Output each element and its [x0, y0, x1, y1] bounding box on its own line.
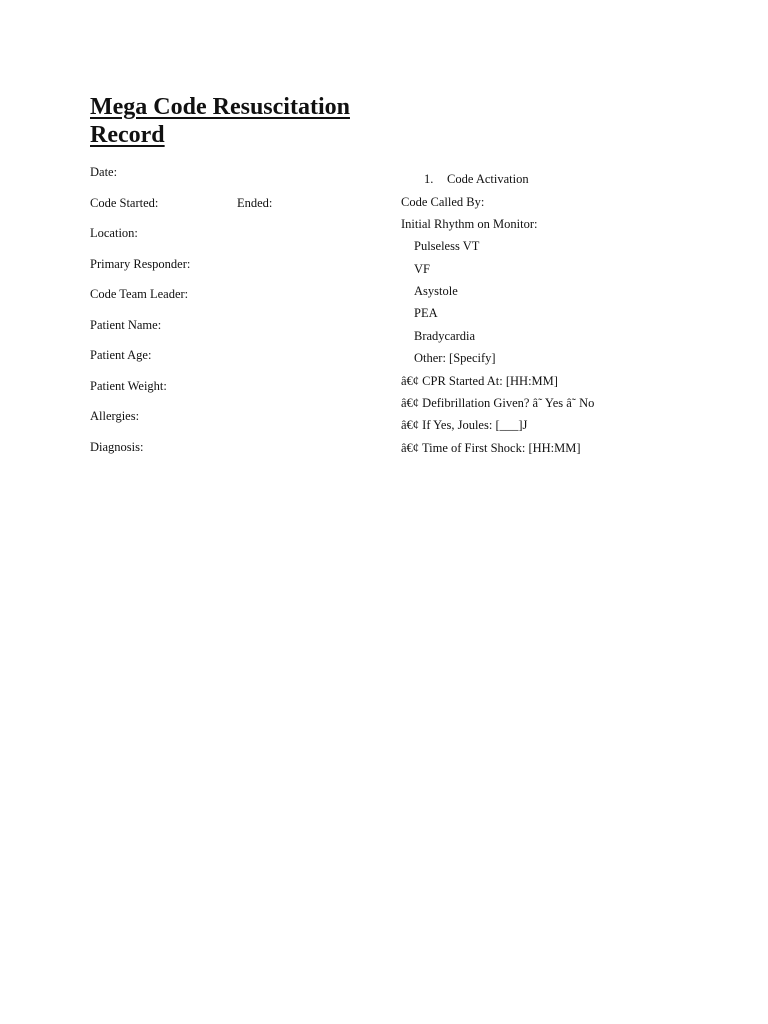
- allergies-field: [90, 407, 380, 438]
- section-title: Code Activation: [447, 172, 529, 186]
- page-title: Mega Code Resuscitation Record: [90, 94, 350, 148]
- code-time-field: [90, 194, 380, 225]
- allergies-label: Allergies:: [90, 409, 140, 423]
- code-started-label: Code Started:: [90, 195, 159, 210]
- patient-weight-field: [90, 377, 380, 408]
- diagnosis-label: Diagnosis:: [90, 439, 144, 454]
- rhythm-option: Pulseless VT: [414, 239, 480, 254]
- patient-age-label: Patient Age:: [90, 348, 152, 362]
- primary-responder-field: [90, 255, 380, 286]
- code-called-by-label: Code Called By:: [401, 194, 485, 209]
- location-field: [90, 224, 380, 255]
- rhythm-option: Other: [Specify]: [414, 351, 496, 366]
- code-team-leader-field: [90, 285, 380, 316]
- patient-name-field: [90, 316, 380, 347]
- diagnosis-field: [90, 438, 380, 469]
- first-shock-line: â€¢ Time of First Shock: [HH:MM]: [401, 440, 581, 455]
- date-label: Date:: [90, 165, 118, 179]
- patient-info-section: [90, 163, 380, 468]
- rhythm-option: VF: [414, 261, 430, 276]
- patient-weight-label: Patient Weight:: [90, 378, 167, 393]
- primary-responder-label: Primary Responder:: [90, 256, 191, 271]
- section-heading: [401, 170, 721, 193]
- patient-age-field: [90, 346, 380, 377]
- section-number: 1.: [424, 172, 434, 186]
- rhythm-option: Bradycardia: [414, 328, 476, 343]
- code-activation-section: [401, 170, 721, 461]
- ended-label: Ended:: [237, 195, 273, 210]
- patient-name-label: Patient Name:: [90, 317, 162, 332]
- location-label: Location:: [90, 226, 138, 240]
- initial-rhythm-label: Initial Rhythm on Monitor:: [401, 216, 538, 231]
- rhythm-option: Asystole: [414, 284, 458, 299]
- rhythm-option: PEA: [414, 306, 438, 321]
- code-team-leader-label: Code Team Leader:: [90, 287, 189, 301]
- date-field: [90, 163, 380, 194]
- defibrillation-line: â€¢ Defibrillation Given? â˜ Yes â˜ No: [401, 396, 595, 411]
- joules-line: â€¢ If Yes, Joules: [___]J: [401, 418, 528, 433]
- cpr-started-line: â€¢ CPR Started At: [HH:MM]: [401, 373, 558, 388]
